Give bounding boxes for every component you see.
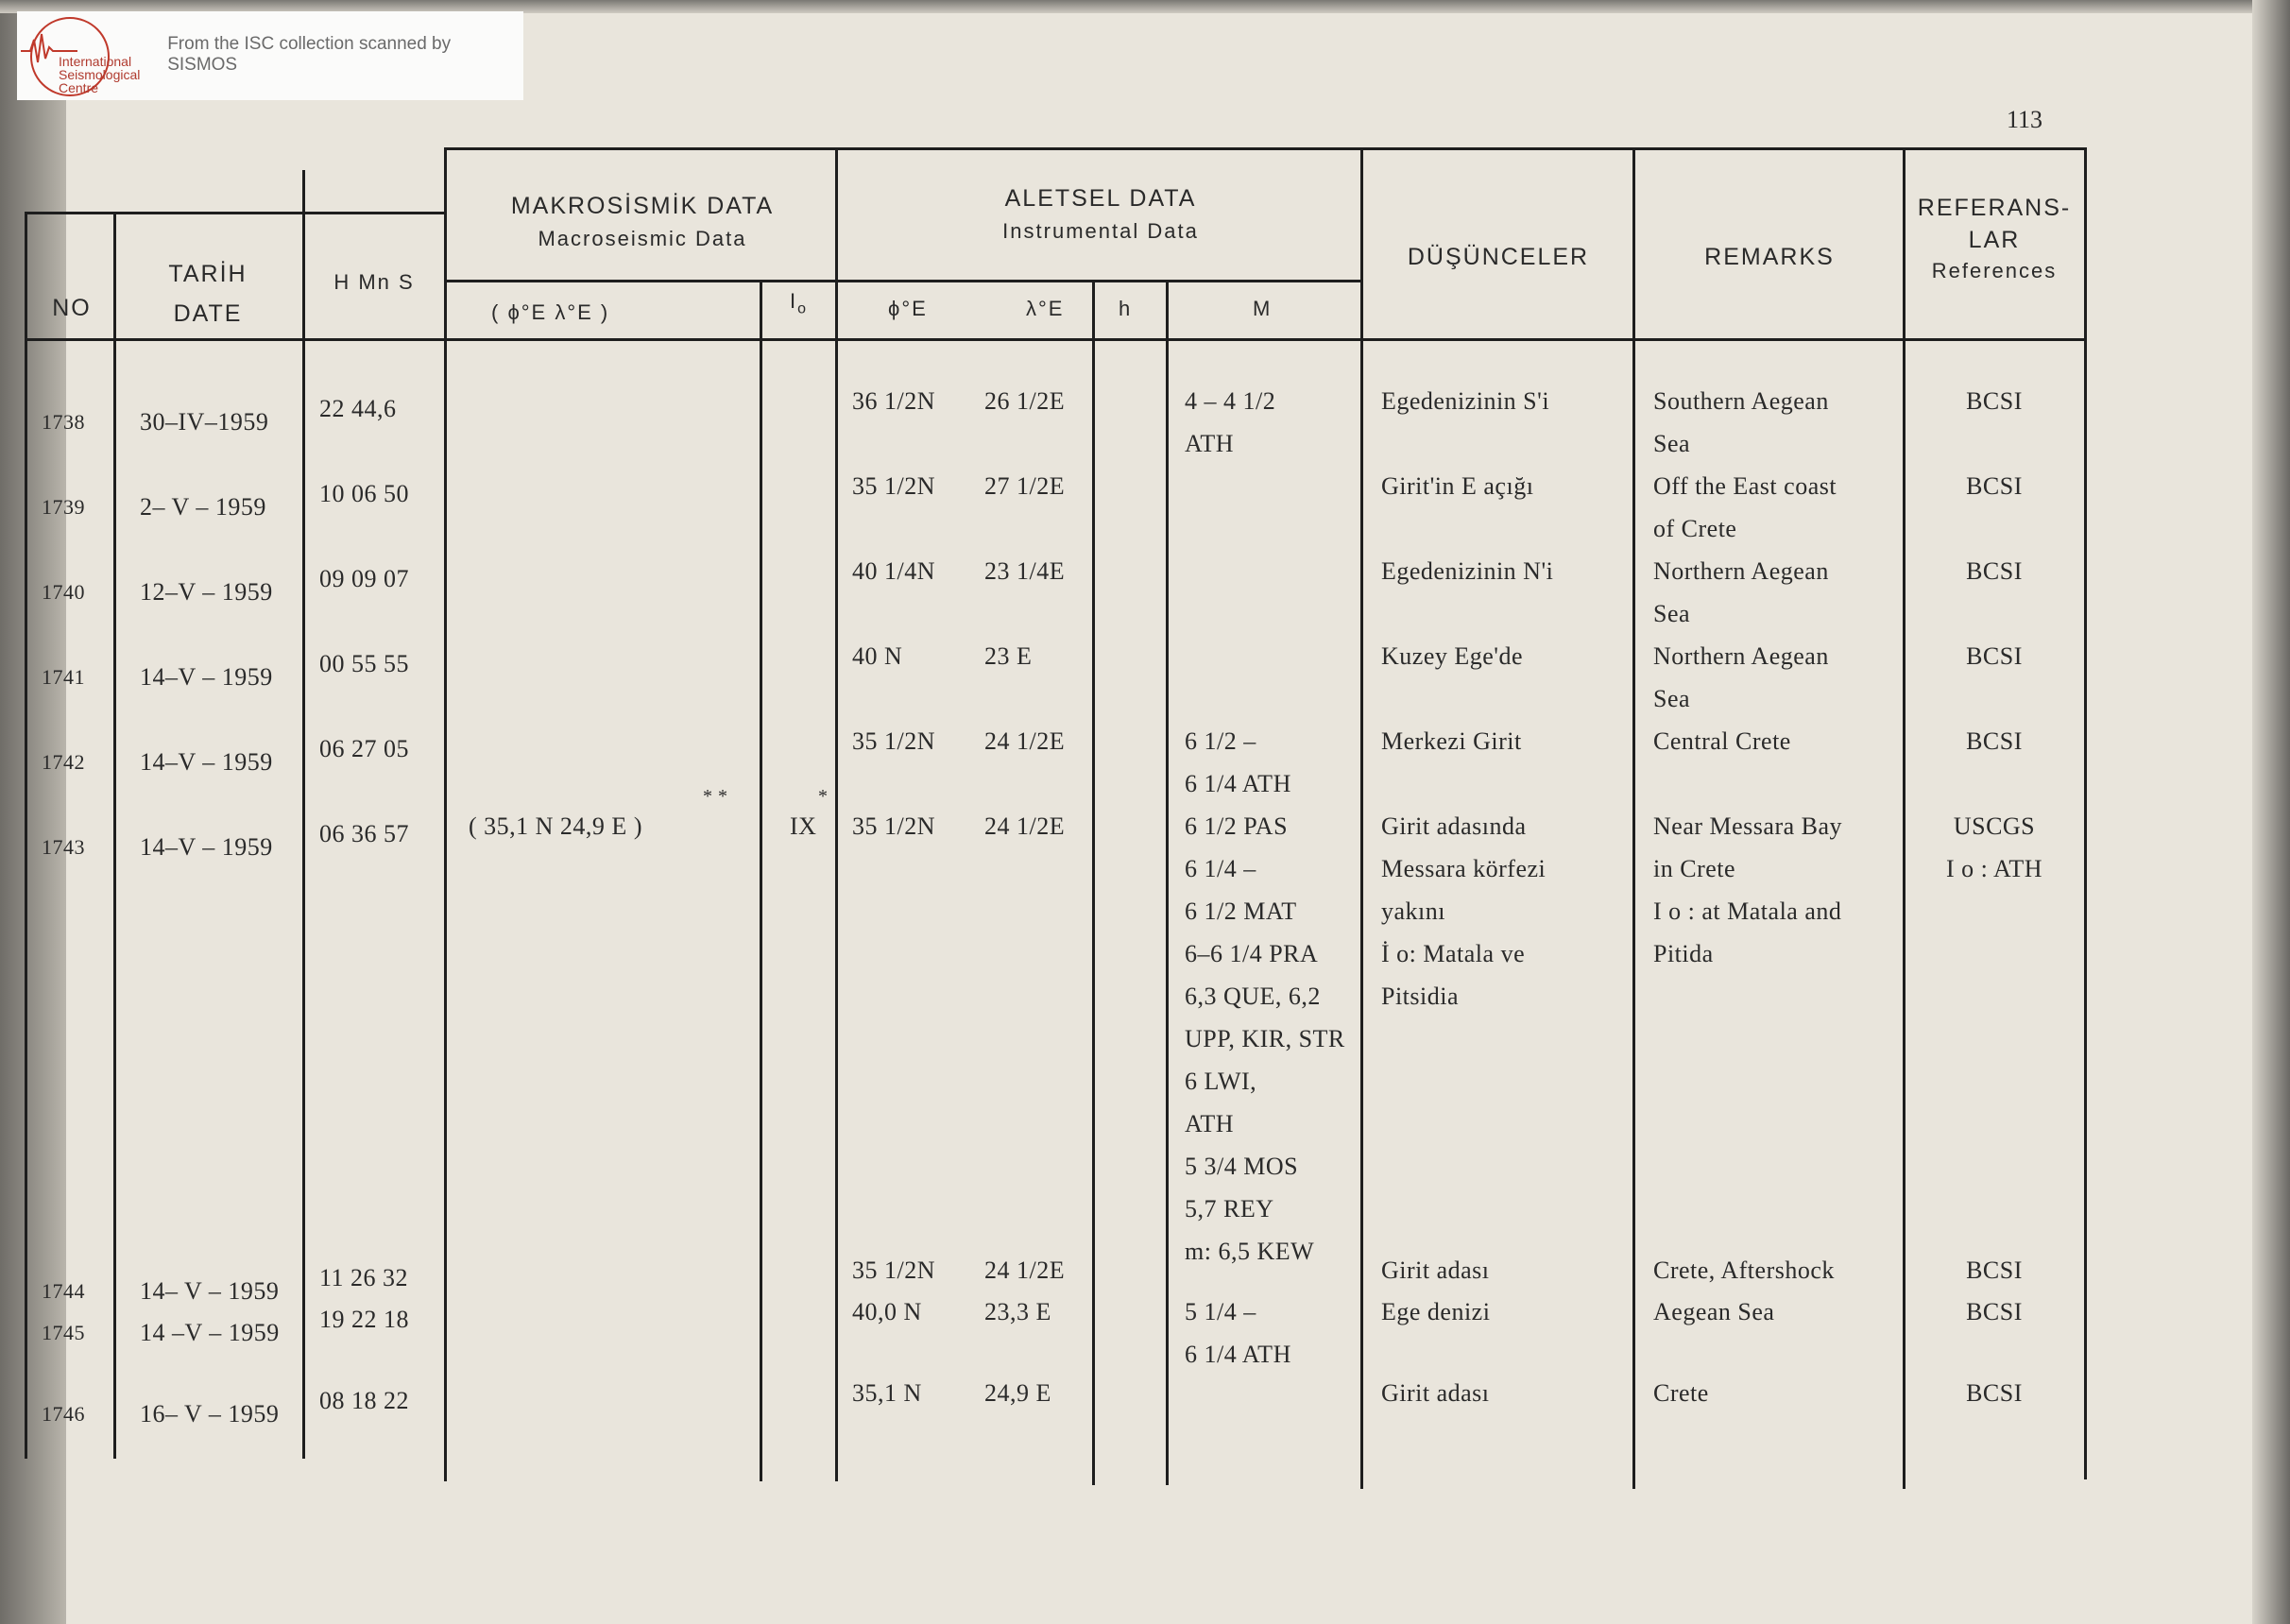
row-remarks: Sea (1653, 430, 1691, 457)
page-number: 113 (2007, 106, 2043, 133)
watermark-caption: From the ISC collection scanned by SISMOS (167, 34, 452, 75)
row-no: 1744 (42, 1279, 85, 1303)
header-makro-coords: ( ϕ°E λ°E ) (491, 300, 610, 324)
row-magnitude: 6,3 QUE, 6,2 (1185, 983, 1321, 1010)
header-io-letter: I (790, 289, 798, 313)
row-magnitude: 6–6 1/4 PRA (1185, 940, 1319, 967)
row-io: IX (790, 812, 817, 840)
row-date: 14– V – 1959 (140, 1277, 280, 1305)
header-references: References (1931, 259, 2058, 282)
row-reference: BCSI (1966, 1256, 2023, 1284)
row-dusunceler: yakını (1381, 897, 1445, 925)
row-dusunceler: Girit'in E açığı (1381, 472, 1534, 500)
header-remarks: REMARKS (1704, 244, 1835, 270)
row-remarks: Near Messara Bay (1653, 812, 1843, 840)
row-magnitude: 6 1/4 ATH (1185, 770, 1291, 797)
row-lambda: 26 1/2E (984, 387, 1066, 415)
row-magnitude: UPP, KIR, STR (1185, 1025, 1345, 1052)
row-phi: 35 1/2N (852, 727, 935, 755)
row-remarks: in Crete (1653, 855, 1736, 882)
row-no: 1745 (42, 1321, 85, 1344)
row-lambda: 24 1/2E (984, 812, 1066, 840)
row-no: 1738 (42, 410, 85, 434)
header-h: h (1119, 297, 1133, 320)
header-aletsel: ALETSEL DATA (1004, 185, 1197, 212)
row-phi: 35 1/2N (852, 472, 935, 500)
header-referanslar-1: REFERANS- (1917, 195, 2072, 221)
header-date: DATE (173, 300, 243, 327)
scan-shadow-right (2252, 0, 2290, 1624)
row-lambda: 24 1/2E (984, 727, 1066, 755)
row-remarks: Off the East coast (1653, 472, 1837, 500)
row-time: 00 55 55 (319, 650, 409, 677)
row-phi: 35,1 N (852, 1379, 922, 1407)
row-magnitude: 6 1/4 – (1185, 855, 1256, 882)
row-remarks: Sea (1653, 685, 1691, 712)
header-bottom-rule (25, 338, 2086, 341)
row-date: 14 –V – 1959 (140, 1319, 280, 1346)
row-reference: BCSI (1966, 472, 2023, 500)
row-date: 14–V – 1959 (140, 748, 273, 776)
isc-logo (17, 11, 139, 100)
row-magnitude: 5 1/4 – (1185, 1298, 1256, 1325)
row-time: 11 26 32 (319, 1264, 409, 1291)
row-time: 19 22 18 (319, 1306, 409, 1333)
header-m: M (1253, 297, 1273, 320)
row-remarks: Southern Aegean (1653, 387, 1829, 415)
row-phi: 40,0 N (852, 1298, 922, 1325)
col-rule-9 (1632, 147, 1635, 1489)
row-dusunceler: Pitsidia (1381, 983, 1460, 1010)
header-io-sub: o (797, 300, 809, 317)
row-phi: 40 N (852, 642, 903, 670)
row-no: 1739 (42, 495, 85, 519)
row-lambda: 24,9 E (984, 1379, 1051, 1407)
row-date: 12–V – 1959 (140, 578, 273, 606)
header-referanslar-2: LAR (1968, 227, 2021, 253)
row-dusunceler: Messara körfezi (1381, 855, 1547, 882)
table-top-rule (444, 147, 2086, 150)
row-makro-coords: ( 35,1 N 24,9 E ) (469, 812, 642, 840)
row-no: 1741 (42, 665, 85, 689)
col-rule-3 (444, 147, 447, 1481)
row-time: 09 09 07 (319, 565, 409, 592)
row-time: 10 06 50 (319, 480, 409, 507)
header-sub-rule (444, 280, 1362, 282)
row-dusunceler: İ o: Matala ve (1381, 940, 1526, 967)
row-magnitude: 6 1/2 – (1185, 727, 1256, 755)
row-phi: 35 1/2N (852, 812, 935, 840)
row-phi: 36 1/2N (852, 387, 935, 415)
row-date: 2– V – 1959 (140, 493, 266, 521)
row-date: 30–IV–1959 (140, 408, 269, 436)
logo-line-2: Seismological (59, 67, 141, 82)
row-magnitude: 6 1/2 PAS (1185, 812, 1289, 840)
row-lambda: 23,3 E (984, 1298, 1051, 1325)
scan-shadow-left (0, 0, 66, 1624)
row-date: 16– V – 1959 (140, 1400, 280, 1427)
row-remarks: of Crete (1653, 515, 1737, 542)
logo-line-3: Centre (59, 80, 99, 95)
row-phi: 35 1/2N (852, 1256, 935, 1284)
row-date: 14–V – 1959 (140, 833, 273, 861)
header-phi: ϕ°E (888, 297, 928, 320)
row-dusunceler: Kuzey Ege'de (1381, 642, 1524, 670)
header-dusunceler: DÜŞÜNCELER (1407, 244, 1590, 270)
header-instrumental: Instrumental Data (1002, 219, 1199, 243)
row-lambda: 27 1/2E (984, 472, 1066, 500)
header-lambda: λ°E (1026, 297, 1065, 320)
row-magnitude: 5 3/4 MOS (1185, 1153, 1299, 1180)
row-phi: 40 1/4N (852, 557, 935, 585)
row-magnitude: m: 6,5 KEW (1185, 1238, 1315, 1265)
row-no: 1740 (42, 580, 85, 604)
row-dusunceler: Merkezi Girit (1381, 727, 1522, 755)
row-reference: BCSI (1966, 387, 2023, 415)
row-lambda: 23 E (984, 642, 1033, 670)
col-rule-10 (1903, 147, 1905, 1489)
col-rule-5 (835, 147, 838, 1481)
row-magnitude: ATH (1185, 430, 1235, 457)
row-remarks: Crete, Aftershock (1653, 1256, 1835, 1284)
row-remarks: Crete (1653, 1379, 1709, 1407)
row-dusunceler: Girit adası (1381, 1379, 1490, 1407)
header-time: H Mn S (333, 270, 415, 294)
row-reference: BCSI (1966, 1298, 2023, 1325)
logo-text (59, 55, 140, 94)
row-no: 1742 (42, 750, 85, 774)
row-dusunceler: Girit adası (1381, 1256, 1490, 1284)
header-macroseismic: Macroseismic Data (538, 227, 747, 250)
row-time: 08 18 22 (319, 1387, 409, 1414)
row-reference: USCGS (1953, 812, 2036, 840)
row-magnitude: 5,7 REY (1185, 1195, 1274, 1222)
row-magnitude: 4 – 4 1/2 (1185, 387, 1276, 415)
row-remarks: Aegean Sea (1653, 1298, 1775, 1325)
row-io-mark: * (818, 786, 829, 807)
header-no: NO (52, 295, 92, 321)
col-rule-8 (1360, 147, 1363, 1489)
row-magnitude: 6 1/4 ATH (1185, 1341, 1291, 1368)
row-lambda: 24 1/2E (984, 1256, 1066, 1284)
header-io (790, 289, 808, 317)
row-makro-mark: * * (703, 786, 728, 807)
row-remarks: Northern Aegean (1653, 557, 1829, 585)
row-remarks: Sea (1653, 600, 1691, 627)
row-dusunceler: Egedenizinin S'i (1381, 387, 1550, 415)
col-rule-1 (113, 212, 116, 1459)
row-no: 1743 (42, 835, 85, 859)
row-reference: BCSI (1966, 727, 2023, 755)
row-reference: I o : ATH (1946, 855, 2042, 882)
row-reference: BCSI (1966, 557, 2023, 585)
col-rule-2 (302, 170, 305, 1459)
row-lambda: 23 1/4E (984, 557, 1066, 585)
row-date: 14–V – 1959 (140, 663, 273, 691)
col-rule-4 (760, 280, 762, 1481)
row-dusunceler: Ege denizi (1381, 1298, 1491, 1325)
row-time: 06 27 05 (319, 735, 409, 762)
row-remarks: Central Crete (1653, 727, 1791, 755)
row-reference: BCSI (1966, 1379, 2023, 1407)
col-rule-11 (2084, 147, 2087, 1479)
row-dusunceler: Girit adasında (1381, 812, 1527, 840)
row-dusunceler: Egedenizinin N'i (1381, 557, 1554, 585)
row-time: 22 44,6 (319, 395, 397, 422)
row-magnitude: ATH (1185, 1110, 1235, 1137)
isc-watermark (17, 11, 523, 100)
row-time: 06 36 57 (319, 820, 409, 847)
col-rule-0 (25, 212, 27, 1459)
row-remarks: Pitida (1653, 940, 1714, 967)
row-no: 1746 (42, 1402, 85, 1426)
row-magnitude: 6 1/2 MAT (1185, 897, 1297, 925)
row-remarks: I o : at Matala and (1653, 897, 1842, 925)
row-remarks: Northern Aegean (1653, 642, 1829, 670)
header-tarih: TARİH (168, 261, 248, 287)
col-rule-7 (1166, 280, 1169, 1485)
header-makrosismik: MAKROSİSMİK DATA (510, 193, 775, 219)
table-top-rule-left (25, 212, 446, 214)
col-rule-6 (1092, 280, 1095, 1485)
row-magnitude: 6 LWI, (1185, 1068, 1257, 1095)
logo-line-1: International (59, 54, 132, 69)
row-reference: BCSI (1966, 642, 2023, 670)
